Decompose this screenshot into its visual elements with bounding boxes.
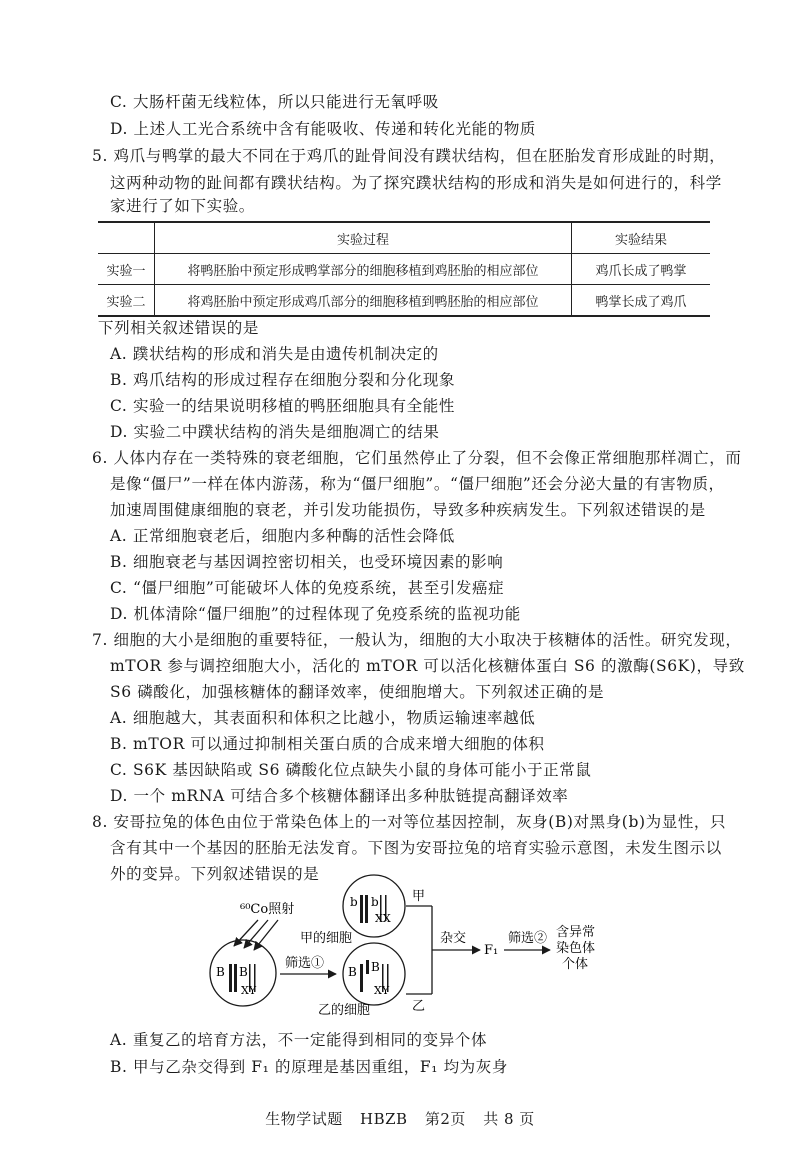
q7-option-b: B. mTOR 可以通过抑制相关蛋白质的合成来增大细胞的体积 [110,735,545,753]
jia-cell [343,875,405,937]
gene-label-B-right: B [239,965,248,979]
gene-label-b-right: b [371,895,379,909]
footer-subject: 生物学试题 [265,1110,343,1128]
q5-option-d: D. 实验二中蹼状结构的消失是细胞凋亡的结果 [110,423,440,441]
q7-stem-line1: 7. 细胞的大小是细胞的重要特征，一般认为，细胞的大小取决于核糖体的活性。研究发现， [92,631,742,649]
parent-cell [210,940,276,1006]
jia-cell-label: 甲的细胞 [300,931,353,946]
result-label-line3: 个体 [562,957,589,972]
q5-option-a: A. 蹼状结构的形成和消失是由遗传机制决定的 [110,345,439,363]
table-header-row [98,222,710,254]
q6-option-c: C. “僵尸细胞”可能破坏人体的免疫系统，甚至引发癌症 [110,579,505,597]
sex-chromosomes-xx: XX [375,912,391,925]
yi-label: 乙 [412,999,426,1014]
q5-option-c: C. 实验一的结果说明移植的鸭胚细胞具有全能性 [110,397,455,415]
q5-stem-line3: 家进行了如下实验。 [110,197,255,215]
jia-label: 甲 [412,889,426,904]
gene-label-B-translocated: B [371,960,380,974]
yi-cell [343,943,405,1005]
q7-stem-line2: mTOR 参与调控细胞大小，活化的 mTOR 可以活化核糖体蛋白 S6 的激酶(S6K)，导致 [110,657,745,675]
q8-stem-line3: 外的变异。下列叙述错误的是 [110,865,320,883]
table-cell: 实验二 [98,285,155,317]
q6-option-d: D. 机体清除“僵尸细胞”的过程体现了免疫系统的监视功能 [110,605,521,623]
result-label-line1: 含异常 [556,925,596,940]
table-cell: 实验一 [98,254,155,285]
screening-2-label: 筛选② [508,931,548,946]
irradiation-label: ⁶⁰Co照射 [240,902,295,917]
q6-option-b: B. 细胞衰老与基因调控密切相关，也受环境因素的影响 [110,553,504,571]
q5-stem-line1: 5. 鸡爪与鸭掌的最大不同在于鸡爪的趾骨间没有蹼状结构，但在胚胎发育形成趾的时期， [92,147,726,165]
cross-bracket [406,906,480,994]
sex-chromosomes-xy-yi: XY [374,984,390,997]
q6-option-a: A. 正常细胞衰老后，细胞内多种酶的活性会降低 [110,527,455,545]
table-cell: 将鸭胚胎中预定形成鸭掌部分的细胞移植到鸡胚胎的相应部位 [155,254,572,285]
footer-page: 第2页 [424,1110,466,1128]
f1-label: F₁ [484,943,499,958]
q8-option-b: B. 甲与乙杂交得到 F₁ 的原理是基因重组，F₁ 均为灰身 [110,1058,508,1076]
q8-option-a: A. 重复乙的培育方法，不一定能得到相同的变异个体 [110,1031,488,1049]
q4-option-c: C. 大肠杆菌无线粒体，所以只能进行无氧呼吸 [110,93,439,111]
screening-1-label: 筛选① [285,956,325,971]
page-footer [0,1108,800,1129]
table-row [98,254,710,285]
table-header-cell: 实验过程 [155,222,572,254]
table-header-cell: 实验结果 [572,222,711,254]
table-cell: 鸭掌长成了鸡爪 [572,285,711,317]
q7-option-a: A. 细胞越大，其表面积和体积之比越小，物质运输速率越低 [110,709,536,727]
footer-code: HBZB [360,1110,408,1128]
table-cell: 鸡爪长成了鸭掌 [572,254,711,285]
q6-stem-line2: 是像“僵尸”一样在体内游荡，称为“僵尸细胞”。“僵尸细胞”还会分泌大量的有害物质， [110,475,725,493]
q7-option-d: D. 一个 mRNA 可结合多个核糖体翻译出多种肽链提高翻译效率 [110,787,569,805]
footer-total: 共 8 页 [483,1110,535,1128]
q6-stem-line1: 6. 人体内存在一类特殊的衰老细胞，它们虽然停止了分裂，但不会像正常细胞那样凋亡，而 [92,449,742,467]
table-cell: 将鸡胚胎中预定形成鸡爪部分的细胞移植到鸭胚胎的相应部位 [155,285,572,317]
q7-option-c: C. S6K 基因缺陷或 S6 磷酸化位点缺失小鼠的身体可能小于正常鼠 [110,761,592,779]
q5-question: 下列相关叙述错误的是 [98,319,260,337]
gene-label-B-yi: B [348,965,357,979]
yi-cell-label: 乙的细胞 [318,1003,371,1018]
q5-stem-line2: 这两种动物的趾间都有蹼状结构。为了探究蹼状结构的形成和消失是如何进行的，科学 [110,174,722,192]
q5-experiment-table [98,221,710,317]
q8-breeding-diagram [0,868,800,1028]
gene-label-B-left: B [216,965,225,979]
sex-chromosomes-xy: XY [241,984,257,997]
radiation-arrows [234,920,278,950]
q8-stem-line1: 8. 安哥拉兔的体色由位于常染色体上的一对等位基因控制，灰身(B)对黑身(b)为显性，只 [92,813,727,831]
q4-option-d: D. 上述人工光合系统中含有能吸收、传递和转化光能的物质 [110,120,537,138]
table-header-cell [98,222,155,254]
gene-label-b-left: b [350,895,358,909]
result-label-line2: 染色体 [556,941,596,956]
q5-option-b: B. 鸡爪结构的形成过程存在细胞分裂和分化现象 [110,371,456,389]
table-row [98,285,710,317]
q7-stem-line3: S6 磷酸化，加强核糖体的翻译效率，使细胞增大。下列叙述正确的是 [110,683,605,701]
q6-stem-line3: 加速周围健康细胞的衰老，并引发功能损伤，导致多种疾病发生。下列叙述错误的是 [110,501,706,519]
q8-stem-line2: 含有其中一个基因的胚胎无法发育。下图为安哥拉兔的培育实验示意图，未发生图示以 [110,839,722,857]
cross-label: 杂交 [440,931,467,946]
